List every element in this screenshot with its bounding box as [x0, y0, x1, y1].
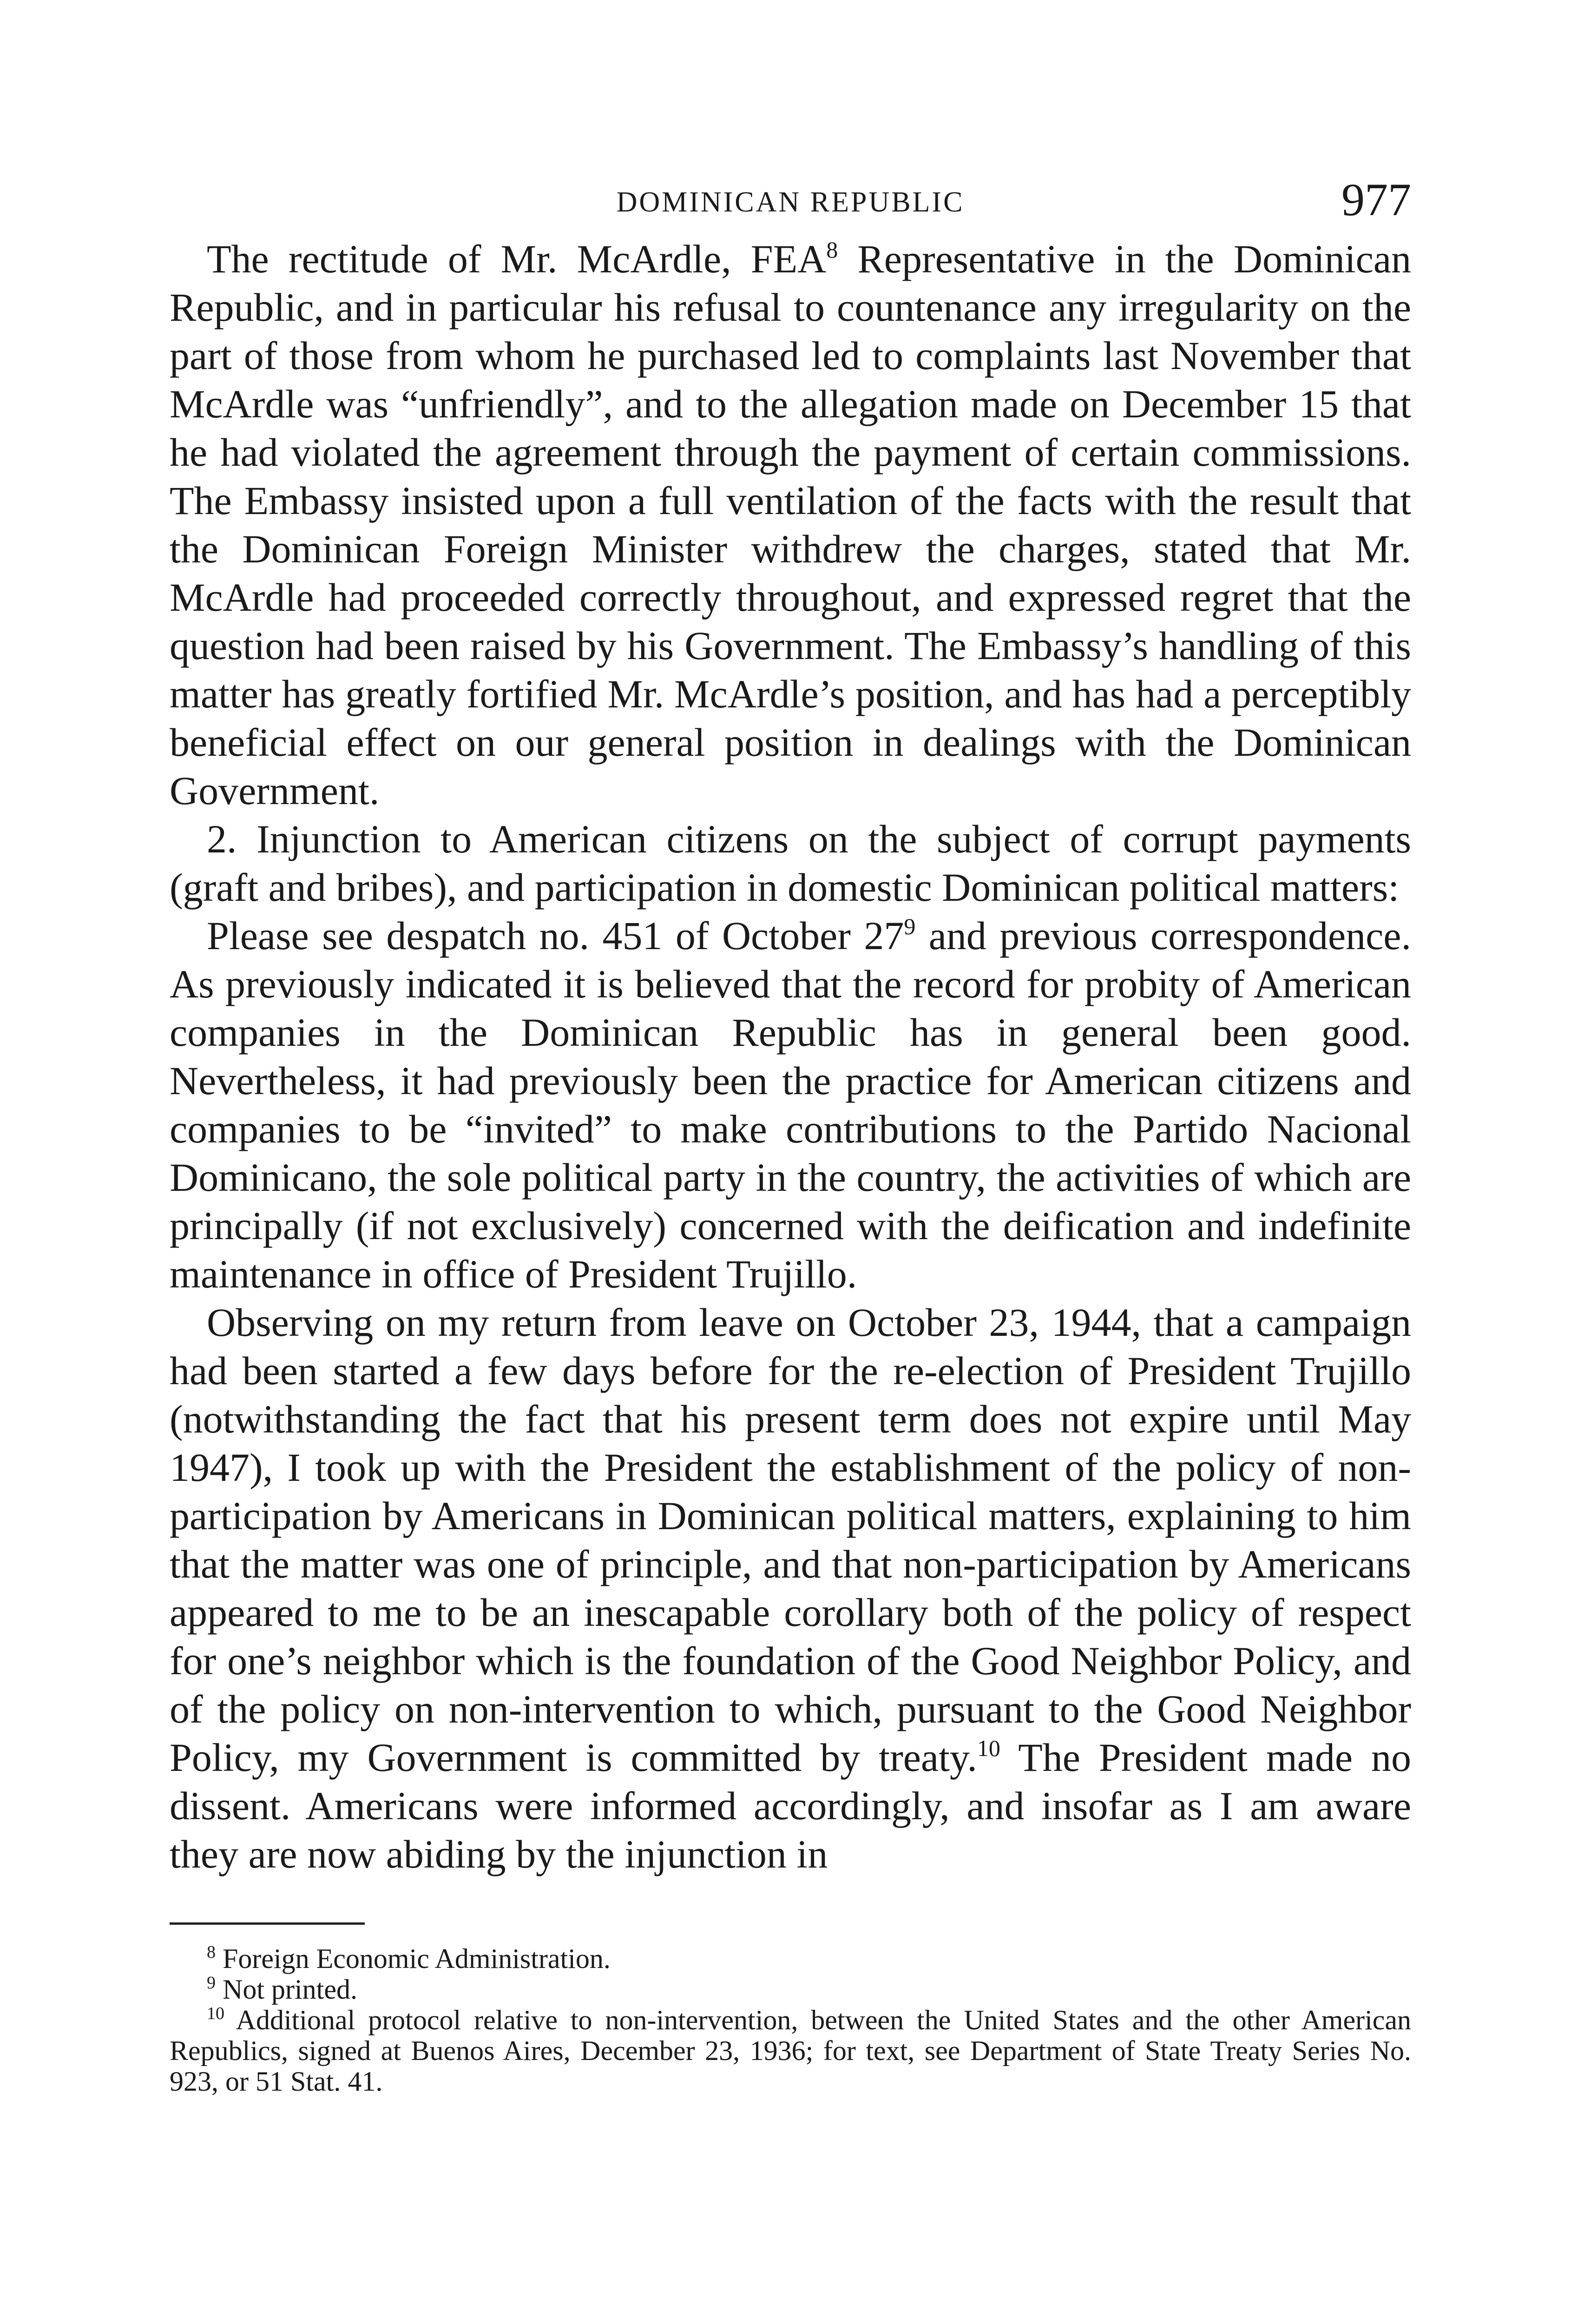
body-text [170, 235, 1411, 1878]
paragraph-text: and previous correspondence. As previously indicated it is believed that the record for probity of American companies in the Dominican Republic has in general been good. Nevertheless, it had previously been the practice for American citizens and companies to be “invited” to make contributions to the Partido Nacional Dominicano, the sole political party in the country, the activities of which are principally (if not exclusively) concerned with the deification and indefinite maintenance in office of President Trujillo. [170, 913, 1411, 1296]
footnote-text: Not printed. [223, 1974, 357, 2005]
footnote-marker: 8 [207, 1942, 216, 1962]
paragraph-text: The President made no dissent. Americans were informed accordingly, and insofar as I am aware they are now abiding by the injunction in [170, 1735, 1411, 1876]
footnote-ref-9: 9 [904, 913, 916, 939]
footnotes [170, 1943, 1411, 2097]
paragraph-text: Observing on my return from leave on October 23, 1944, that a campaign had been started a few days before for the re-election of President Trujillo (notwithstanding the fact that his present term does not expire until May 1947), I took up with the President the establishment of the policy of non-participation by Americans in Dominican political matters, explaining to him that the matter was one of principle, and that non-participation by Americans appeared to me to be an inescapable corollary both of the policy of respect for one’s neighbor which is the foundation of the Good Neighbor Policy, and of the policy on non-intervention to which, pursuant to the Good Neighbor Policy, my Government is committed by treaty. [170, 1300, 1411, 1780]
footnote-text: Foreign Economic Administration. [223, 1943, 611, 1974]
paragraph-text: 2. Injunction to American citizens on the subject of corrupt payments (graft and bribes), and participation in domestic Dominican political matters: [170, 817, 1411, 910]
footnote-9 [170, 1974, 1411, 2005]
footnote-8 [170, 1943, 1411, 1974]
paragraph-1 [170, 235, 1411, 815]
running-title: DOMINICAN REPUBLIC [616, 186, 965, 218]
footnote-text: Additional protocol relative to non-intervention, between the United States and the other American Republics, signed at Buenos Aires, December 23, 1936; for text, see Department of State Treaty Series No. 923, or 51 Stat. 41. [170, 2005, 1411, 2097]
footnote-ref-8: 8 [826, 237, 838, 263]
running-head [170, 174, 1411, 235]
footnote-marker: 9 [207, 1973, 216, 1993]
footnote-divider [170, 1922, 365, 1925]
document-page [170, 174, 1412, 2097]
page-number: 977 [1341, 174, 1411, 225]
paragraph-text: Representative in the Dominican Republic, and in particular his refusal to countenance any irregularity on the part of those from whom he purchased led to complaints last November that McArdle was “unfriendly”, and to the allegation made on December 15 that he had violated the agreement through the payment of certain commissions. The Embassy insisted upon a full ventilation of the facts with the result that the Dominican Foreign Minister withdrew the charges, stated that Mr. McArdle had proceeded correctly throughout, and expressed regret that the question had been raised by his Government. The Embassy’s handling of this matter has greatly fortified Mr. McArdle’s position, and has had a perceptibly beneficial effect on our general position in dealings with the Dominican Government. [170, 237, 1412, 813]
paragraph-3 [170, 911, 1411, 1298]
paragraph-2 [170, 815, 1411, 911]
footnote-ref-10: 10 [977, 1735, 1000, 1761]
paragraph-text: Please see despatch no. 451 of October 27 [207, 913, 904, 958]
paragraph-text: The rectitude of Mr. McArdle, FEA [207, 237, 827, 281]
footnote-10 [170, 2005, 1411, 2097]
paragraph-4 [170, 1298, 1411, 1878]
footnote-marker: 10 [207, 2004, 224, 2023]
